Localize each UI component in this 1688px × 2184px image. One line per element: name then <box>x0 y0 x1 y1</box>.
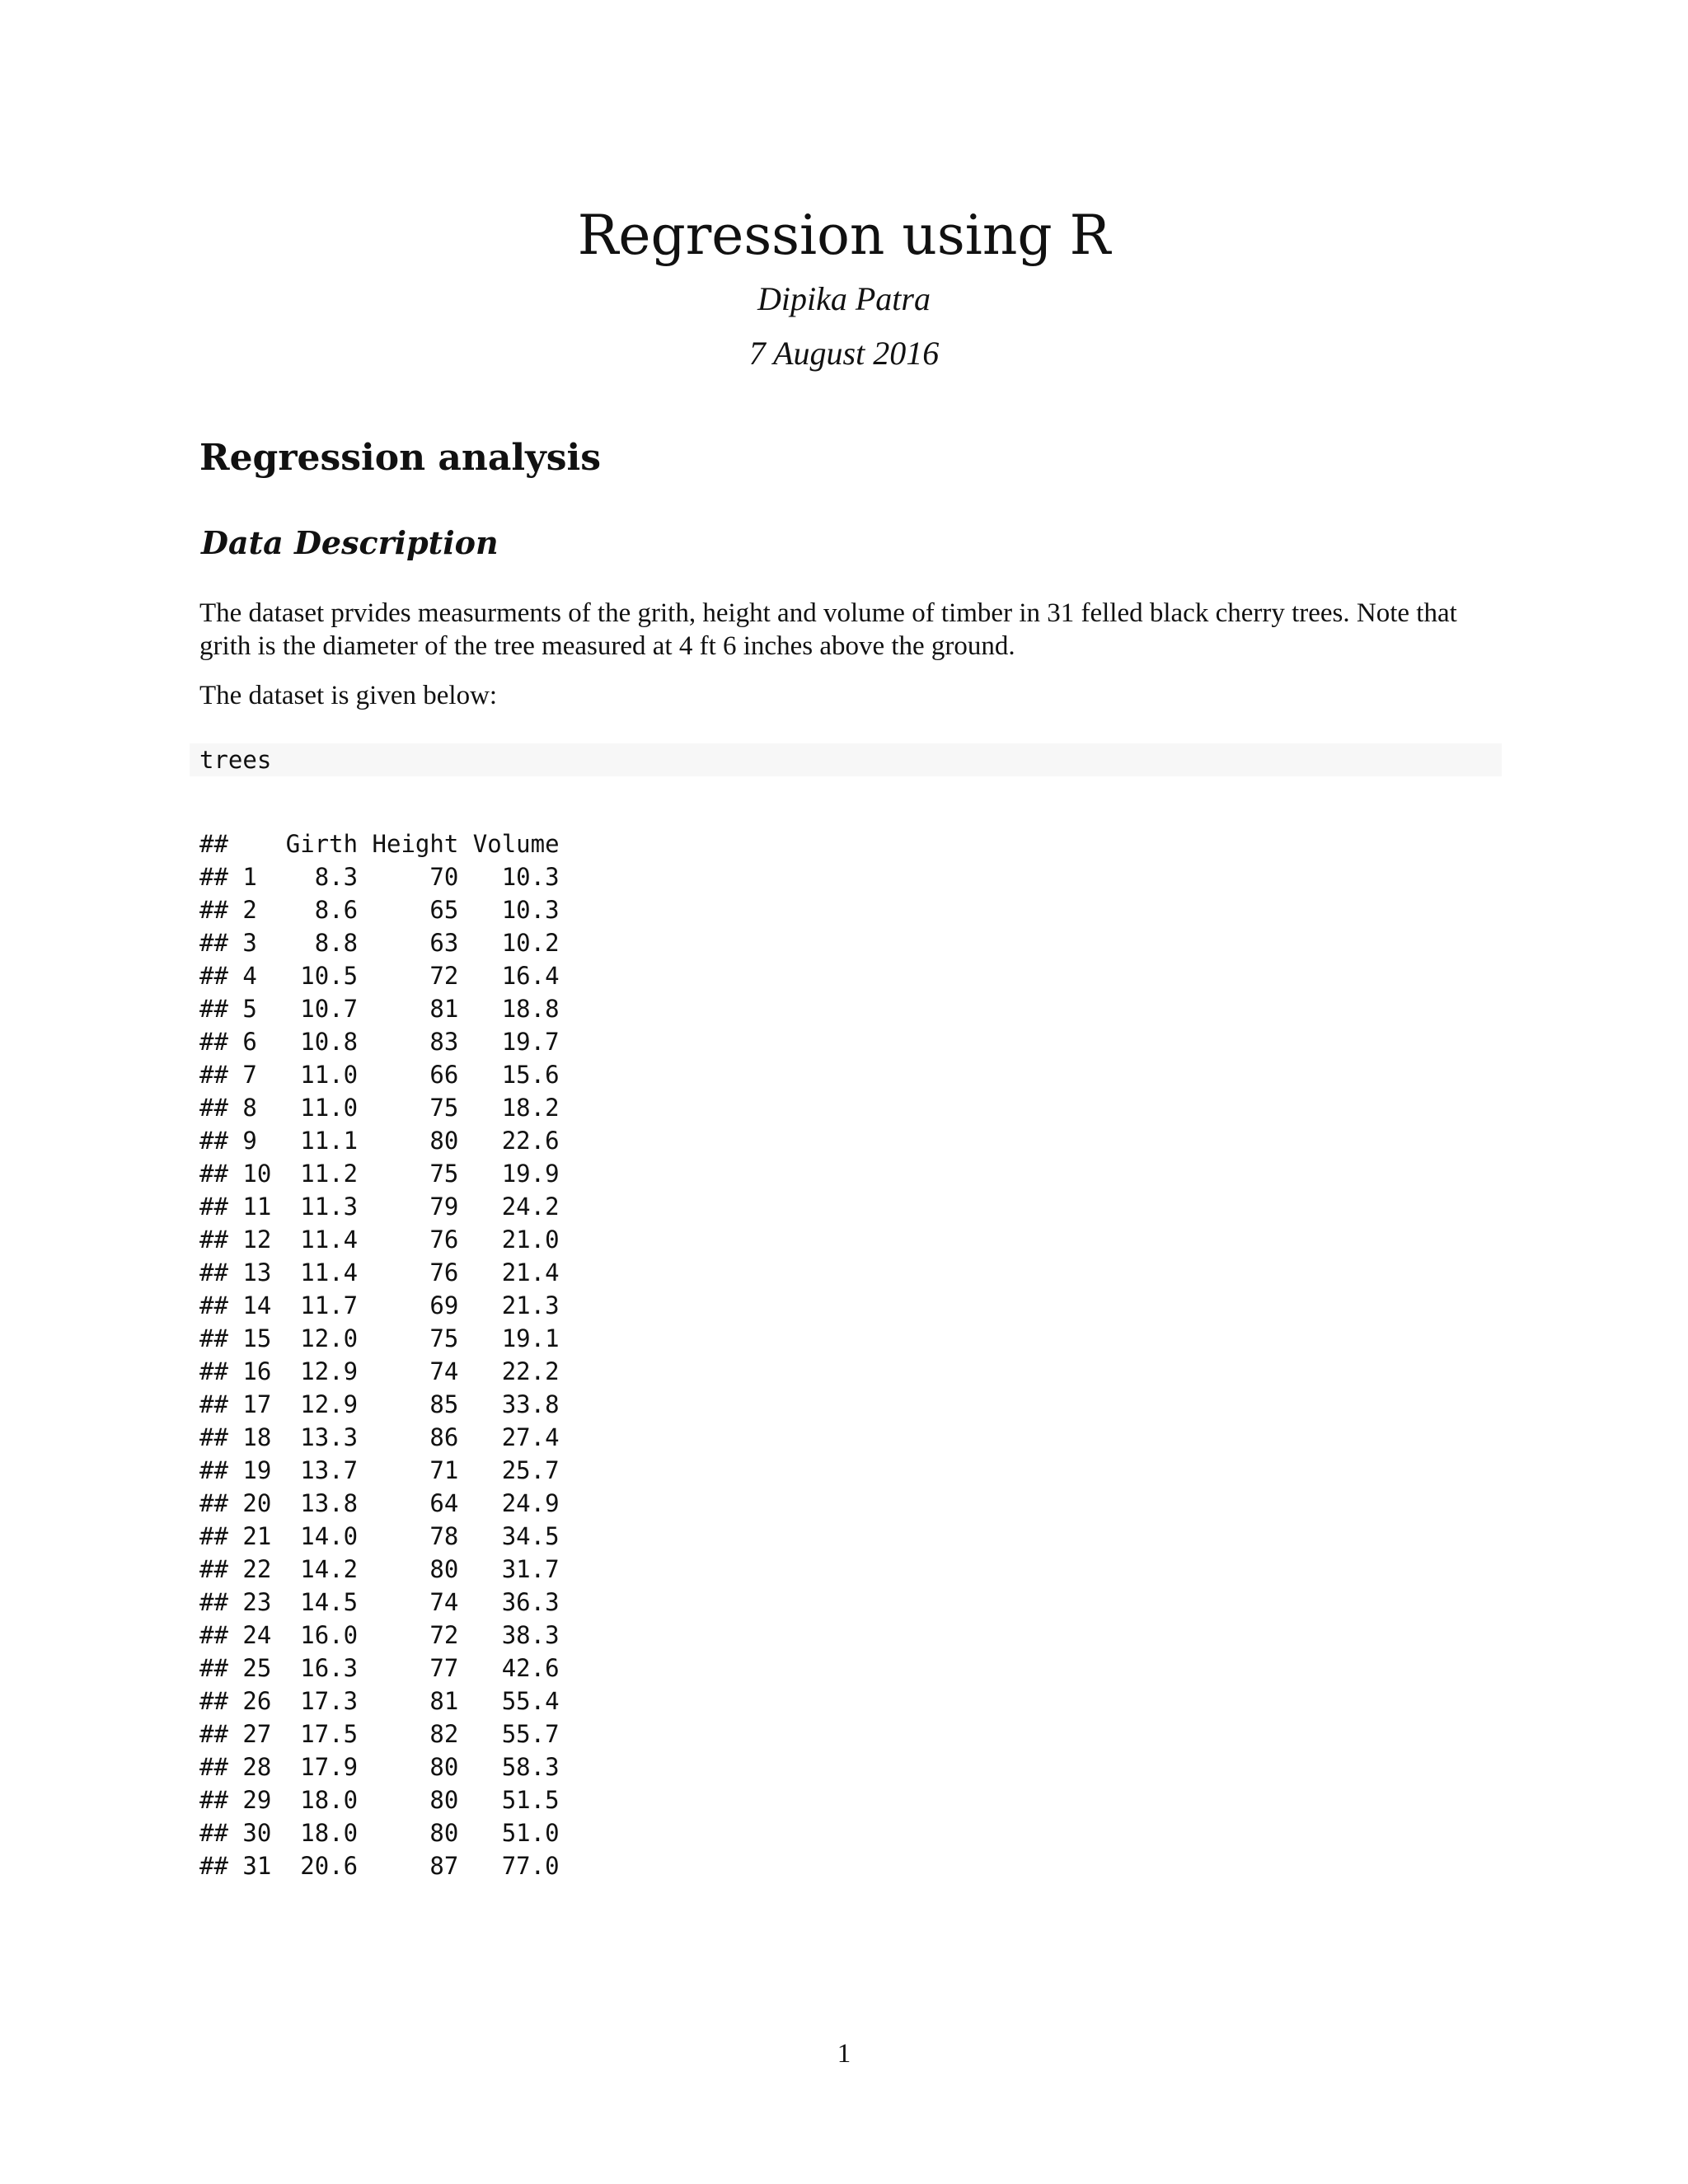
cell-height: 85 <box>372 1390 459 1418</box>
cell-volume: 15.6 <box>472 1061 560 1089</box>
row-index: 27 <box>242 1720 272 1748</box>
cell-volume: 10.2 <box>472 929 560 957</box>
output-prefix: ## <box>199 1390 228 1418</box>
cell-girth: 12.9 <box>285 1390 359 1418</box>
output-row <box>199 1355 560 1388</box>
cell-girth: 10.5 <box>285 962 359 990</box>
cell-girth: 11.0 <box>285 1061 359 1089</box>
output-row <box>199 1520 560 1553</box>
output-prefix: ## <box>199 1654 228 1682</box>
cell-height: 82 <box>372 1720 459 1748</box>
output-prefix: ## <box>199 1687 228 1715</box>
output-row <box>199 1783 560 1816</box>
output-row <box>199 992 560 1025</box>
output-prefix: ## <box>199 1456 228 1484</box>
output-row <box>199 1849 560 1882</box>
cell-height: 72 <box>372 1621 459 1649</box>
cell-girth: 18.0 <box>285 1786 359 1814</box>
row-index: 10 <box>242 1160 272 1188</box>
cell-volume: 51.0 <box>472 1819 560 1847</box>
cell-girth: 12.9 <box>285 1357 359 1385</box>
output-prefix: ## <box>199 1753 228 1781</box>
output-header-row <box>199 827 560 860</box>
cell-height: 78 <box>372 1522 459 1550</box>
cell-volume: 10.3 <box>472 896 560 924</box>
output-row <box>199 1124 560 1157</box>
output-prefix: ## <box>199 929 228 957</box>
output-prefix: ## <box>199 1028 228 1056</box>
output-row <box>199 1586 560 1619</box>
output-prefix: ## <box>199 995 228 1023</box>
cell-volume: 55.7 <box>472 1720 560 1748</box>
output-row <box>199 1421 560 1454</box>
cell-height: 66 <box>372 1061 459 1089</box>
page-number: 1 <box>837 2039 851 2069</box>
column-header-volume: Volume <box>472 830 560 858</box>
output-prefix: ## <box>199 1160 228 1188</box>
cell-height: 80 <box>372 1819 459 1847</box>
output-prefix: ## <box>199 962 228 990</box>
output-prefix: ## <box>199 830 228 858</box>
cell-volume: 22.6 <box>472 1127 560 1155</box>
cell-volume: 55.4 <box>472 1687 560 1715</box>
row-index: 7 <box>242 1061 272 1089</box>
row-index: 24 <box>242 1621 272 1649</box>
cell-height: 74 <box>372 1357 459 1385</box>
cell-volume: 21.3 <box>472 1291 560 1319</box>
row-index: 18 <box>242 1423 272 1451</box>
output-prefix: ## <box>199 1094 228 1122</box>
cell-volume: 18.8 <box>472 995 560 1023</box>
cell-volume: 10.3 <box>472 863 560 891</box>
cell-height: 79 <box>372 1193 459 1221</box>
subsection-heading: Data Description <box>201 524 499 561</box>
row-index: 29 <box>242 1786 272 1814</box>
row-index: 25 <box>242 1654 272 1682</box>
row-index: 22 <box>242 1555 272 1583</box>
cell-volume: 77.0 <box>472 1852 560 1880</box>
document-author: Dipika Patra <box>757 280 931 317</box>
cell-height: 80 <box>372 1753 459 1781</box>
output-prefix: ## <box>199 1258 228 1286</box>
output-row <box>199 1256 560 1289</box>
cell-height: 75 <box>372 1324 459 1352</box>
output-prefix: ## <box>199 1324 228 1352</box>
cell-volume: 16.4 <box>472 962 560 990</box>
cell-volume: 27.4 <box>472 1423 560 1451</box>
row-index: 31 <box>242 1852 272 1880</box>
row-index: 8 <box>242 1094 272 1122</box>
cell-girth: 11.4 <box>285 1258 359 1286</box>
output-row <box>199 1025 560 1058</box>
cell-height: 75 <box>372 1160 459 1188</box>
cell-girth: 8.8 <box>285 929 359 957</box>
cell-height: 64 <box>372 1489 459 1517</box>
cell-volume: 21.0 <box>472 1226 560 1254</box>
cell-height: 76 <box>372 1226 459 1254</box>
cell-girth: 13.8 <box>285 1489 359 1517</box>
output-prefix: ## <box>199 1720 228 1748</box>
column-header-height: Height <box>372 830 459 858</box>
row-index: 5 <box>242 995 272 1023</box>
cell-height: 75 <box>372 1094 459 1122</box>
cell-height: 69 <box>372 1291 459 1319</box>
row-index: 21 <box>242 1522 272 1550</box>
row-index: 3 <box>242 929 272 957</box>
cell-girth: 11.0 <box>285 1094 359 1122</box>
cell-girth: 14.0 <box>285 1522 359 1550</box>
output-prefix: ## <box>199 1819 228 1847</box>
output-row <box>199 1190 560 1223</box>
cell-height: 80 <box>372 1127 459 1155</box>
cell-height: 77 <box>372 1654 459 1682</box>
cell-height: 80 <box>372 1555 459 1583</box>
row-index: 1 <box>242 863 272 891</box>
output-row <box>199 1388 560 1421</box>
output-prefix: ## <box>199 1489 228 1517</box>
cell-height: 86 <box>372 1423 459 1451</box>
description-paragraph: The dataset prvides measurments of the grith, height and volume of timber in 31 felled black cherry trees. Note that grith is the diameter of the tree measured at 4 ft 6 inches above the ground. <box>199 598 1457 661</box>
output-prefix: ## <box>199 1127 228 1155</box>
output-prefix: ## <box>199 1588 228 1616</box>
output-prefix: ## <box>199 896 228 924</box>
cell-volume: 19.7 <box>472 1028 560 1056</box>
cell-height: 72 <box>372 962 459 990</box>
output-row <box>199 1652 560 1685</box>
cell-girth: 11.7 <box>285 1291 359 1319</box>
cell-volume: 24.9 <box>472 1489 560 1517</box>
column-header-girth: Girth <box>285 830 359 858</box>
output-prefix: ## <box>199 1555 228 1583</box>
cell-girth: 14.2 <box>285 1555 359 1583</box>
cell-height: 63 <box>372 929 459 957</box>
output-row <box>199 926 560 959</box>
row-index: 17 <box>242 1390 272 1418</box>
cell-height: 71 <box>372 1456 459 1484</box>
cell-height: 70 <box>372 863 459 891</box>
output-row <box>199 1619 560 1652</box>
output-row <box>199 1157 560 1190</box>
cell-volume: 24.2 <box>472 1193 560 1221</box>
cell-volume: 25.7 <box>472 1456 560 1484</box>
output-prefix: ## <box>199 863 228 891</box>
row-index: 23 <box>242 1588 272 1616</box>
output-prefix: ## <box>199 1621 228 1649</box>
output-prefix: ## <box>199 1423 228 1451</box>
cell-volume: 19.1 <box>472 1324 560 1352</box>
output-row <box>199 1223 560 1256</box>
cell-girth: 17.9 <box>285 1753 359 1781</box>
cell-height: 74 <box>372 1588 459 1616</box>
cell-volume: 22.2 <box>472 1357 560 1385</box>
row-index: 15 <box>242 1324 272 1352</box>
row-index: 9 <box>242 1127 272 1155</box>
row-index: 2 <box>242 896 272 924</box>
output-prefix: ## <box>199 1357 228 1385</box>
output-prefix: ## <box>199 1786 228 1814</box>
row-index: 19 <box>242 1456 272 1484</box>
cell-girth: 13.7 <box>285 1456 359 1484</box>
cell-girth: 8.6 <box>285 896 359 924</box>
cell-girth: 10.8 <box>285 1028 359 1056</box>
output-row <box>199 1685 560 1718</box>
cell-volume: 51.5 <box>472 1786 560 1814</box>
row-index: 4 <box>242 962 272 990</box>
output-row <box>199 1058 560 1091</box>
code-output-block <box>199 827 560 1882</box>
output-row <box>199 1816 560 1849</box>
cell-girth: 12.0 <box>285 1324 359 1352</box>
output-row <box>199 1553 560 1586</box>
output-row <box>199 1718 560 1750</box>
cell-girth: 16.3 <box>285 1654 359 1682</box>
output-prefix: ## <box>199 1852 228 1880</box>
output-prefix: ## <box>199 1291 228 1319</box>
code-input-block <box>190 743 1502 776</box>
output-row <box>199 1454 560 1487</box>
output-prefix: ## <box>199 1061 228 1089</box>
row-index: 13 <box>242 1258 272 1286</box>
cell-girth: 11.4 <box>285 1226 359 1254</box>
output-row <box>199 1487 560 1520</box>
cell-volume: 42.6 <box>472 1654 560 1682</box>
document-date: 7 August 2016 <box>748 335 940 372</box>
output-row <box>199 1322 560 1355</box>
output-prefix: ## <box>199 1522 228 1550</box>
row-index: 6 <box>242 1028 272 1056</box>
cell-volume: 36.3 <box>472 1588 560 1616</box>
cell-girth: 11.3 <box>285 1193 359 1221</box>
output-row <box>199 1750 560 1783</box>
cell-girth: 11.1 <box>285 1127 359 1155</box>
cell-height: 65 <box>372 896 459 924</box>
cell-girth: 16.0 <box>285 1621 359 1649</box>
cell-height: 80 <box>372 1786 459 1814</box>
cell-girth: 17.3 <box>285 1687 359 1715</box>
row-index: 28 <box>242 1753 272 1781</box>
cell-volume: 38.3 <box>472 1621 560 1649</box>
cell-girth: 10.7 <box>285 995 359 1023</box>
cell-volume: 31.7 <box>472 1555 560 1583</box>
cell-height: 76 <box>372 1258 459 1286</box>
cell-height: 83 <box>372 1028 459 1056</box>
cell-girth: 13.3 <box>285 1423 359 1451</box>
section-heading: Regression analysis <box>199 437 601 479</box>
row-index: 16 <box>242 1357 272 1385</box>
output-row <box>199 1289 560 1322</box>
code-input-text: trees <box>199 746 272 774</box>
document-title: Regression using R <box>577 204 1111 267</box>
cell-volume: 21.4 <box>472 1258 560 1286</box>
cell-volume: 19.9 <box>472 1160 560 1188</box>
output-row <box>199 860 560 893</box>
output-row <box>199 893 560 926</box>
row-index: 14 <box>242 1291 272 1319</box>
cell-volume: 18.2 <box>472 1094 560 1122</box>
output-prefix: ## <box>199 1193 228 1221</box>
row-index: 12 <box>242 1226 272 1254</box>
row-index: 30 <box>242 1819 272 1847</box>
cell-height: 87 <box>372 1852 459 1880</box>
cell-height: 81 <box>372 995 459 1023</box>
cell-volume: 58.3 <box>472 1753 560 1781</box>
cell-girth: 20.6 <box>285 1852 359 1880</box>
cell-girth: 18.0 <box>285 1819 359 1847</box>
cell-volume: 34.5 <box>472 1522 560 1550</box>
output-row <box>199 959 560 992</box>
cell-girth: 8.3 <box>285 863 359 891</box>
cell-height: 81 <box>372 1687 459 1715</box>
output-row <box>199 1091 560 1124</box>
row-index: 26 <box>242 1687 272 1715</box>
cell-girth: 14.5 <box>285 1588 359 1616</box>
dataset-intro-paragraph: The dataset is given below: <box>199 681 498 710</box>
cell-girth: 17.5 <box>285 1720 359 1748</box>
cell-girth: 11.2 <box>285 1160 359 1188</box>
output-prefix: ## <box>199 1226 228 1254</box>
row-index: 11 <box>242 1193 272 1221</box>
cell-volume: 33.8 <box>472 1390 560 1418</box>
row-index: 20 <box>242 1489 272 1517</box>
